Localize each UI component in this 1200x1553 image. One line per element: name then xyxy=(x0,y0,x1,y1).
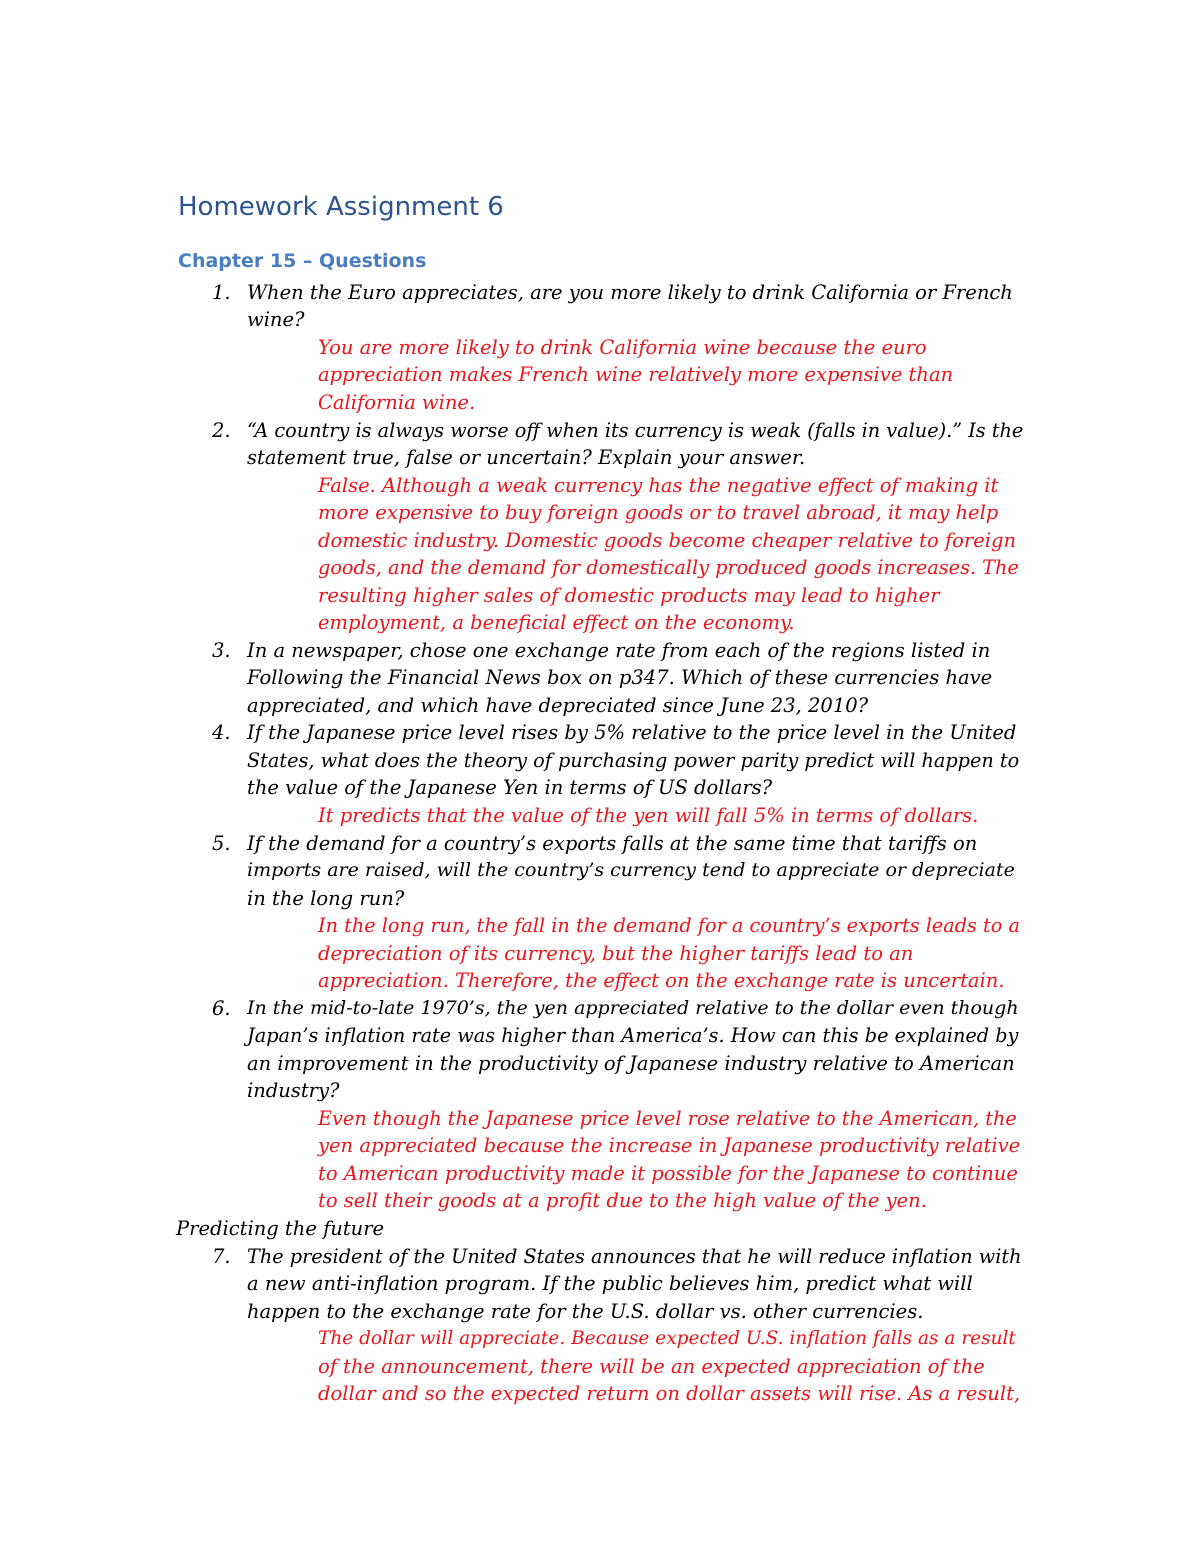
answer-line: appreciation. Therefore, the effect on the exchange rate is uncertain. xyxy=(318,969,1005,992)
answer-line: False. Although a weak currency has the negative effect of making it xyxy=(318,474,999,497)
answer-line: In the long run, the fall in the demand for a country’s exports leads to a xyxy=(318,914,1020,937)
answer-line: California wine. xyxy=(318,391,476,414)
answer-line: dollar and so the expected return on dollar assets will rise. As a result, xyxy=(318,1382,1021,1405)
question-number: 6. xyxy=(212,997,231,1020)
answer-line: goods, and the demand for domestically produced goods increases. The xyxy=(318,556,1019,579)
question-line: an improvement in the productivity of Japanese industry relative to American xyxy=(247,1052,1015,1075)
question-line: In a newspaper, chose one exchange rate from each of the regions listed in xyxy=(247,639,991,662)
question-line: If the demand for a country’s exports falls at the same time that tariffs on xyxy=(247,832,978,855)
question-line: Following the Financial News box on p347. Which of these currencies have xyxy=(247,666,993,689)
answer-line: Even though the Japanese price level rose relative to the American, the xyxy=(318,1107,1017,1130)
question-line: the value of the Japanese Yen in terms of US dollars? xyxy=(247,776,773,799)
question-line: States, what does the theory of purchasing power parity predict will happen to xyxy=(247,749,1020,772)
question-number: 5. xyxy=(212,832,231,855)
answer-line: domestic industry. Domestic goods become cheaper relative to foreign xyxy=(318,529,1017,552)
question-number: 7. xyxy=(212,1245,231,1268)
answer-line: resulting higher sales of domestic products may lead to higher xyxy=(318,584,940,607)
answer-line: It predicts that the value of the yen will fall 5% in terms of dollars. xyxy=(318,804,979,827)
answer-line: depreciation of its currency, but the higher tariffs lead to an xyxy=(318,942,914,965)
question-line: imports are raised, will the country’s currency tend to appreciate or depreciate xyxy=(247,859,1015,881)
question-line: happen to the exchange rate for the U.S. dollar vs. other currencies. xyxy=(247,1300,924,1323)
answer-line: The dollar will appreciate. Because expected U.S. inflation falls as a result xyxy=(318,1328,1016,1349)
answer-line: yen appreciated because the increase in Japanese productivity relative xyxy=(318,1134,1021,1157)
answer-line: You are more likely to drink California wine because the euro xyxy=(318,336,927,359)
question-line: If the Japanese price level rises by 5% relative to the price level in the United xyxy=(247,721,1017,744)
question-number: 3. xyxy=(212,639,231,662)
question-line: a new anti-inflation program. If the public believes him, predict what will xyxy=(247,1272,973,1295)
answer-line: to American productivity made it possible for the Japanese to continue xyxy=(318,1162,1018,1185)
question-line: statement true, false or uncertain? Explain your answer. xyxy=(247,446,806,469)
question-line: “A country is always worse off when its currency is weak (falls in value).” Is the xyxy=(247,419,1024,442)
answer-line: to sell their goods at a profit due to the high value of the yen. xyxy=(318,1189,927,1212)
question-number: 4. xyxy=(212,721,231,744)
answer-line: appreciation makes French wine relatively more expensive than xyxy=(318,363,954,386)
document-title: Homework Assignment 6 xyxy=(178,192,504,222)
question-line: wine? xyxy=(247,308,305,331)
question-line: appreciated, and which have depreciated since June 23, 2010? xyxy=(247,694,869,717)
question-line: In the mid-to-late 1970’s, the yen appreciated relative to the dollar even though xyxy=(247,997,1019,1019)
question-line: industry? xyxy=(247,1079,340,1102)
question-line: The president of the United States announces that he will reduce inflation with xyxy=(247,1245,1022,1268)
answer-line: more expensive to buy foreign goods or to travel abroad, it may help xyxy=(318,501,999,524)
question-line: When the Euro appreciates, are you more likely to drink California or French xyxy=(247,281,1013,304)
question-line: Japan’s inflation rate was higher than America’s. How can this be explained by xyxy=(247,1024,1019,1047)
answer-line: of the announcement, there will be an expected appreciation of the xyxy=(318,1355,985,1378)
question-number: 1. xyxy=(212,281,231,304)
section-heading: Chapter 15 – Questions xyxy=(178,250,427,272)
answer-line: employment, a beneficial effect on the economy. xyxy=(318,611,795,634)
subsection-label: Predicting the future xyxy=(176,1217,385,1240)
question-line: in the long run? xyxy=(247,887,405,910)
question-number: 2. xyxy=(212,419,231,442)
